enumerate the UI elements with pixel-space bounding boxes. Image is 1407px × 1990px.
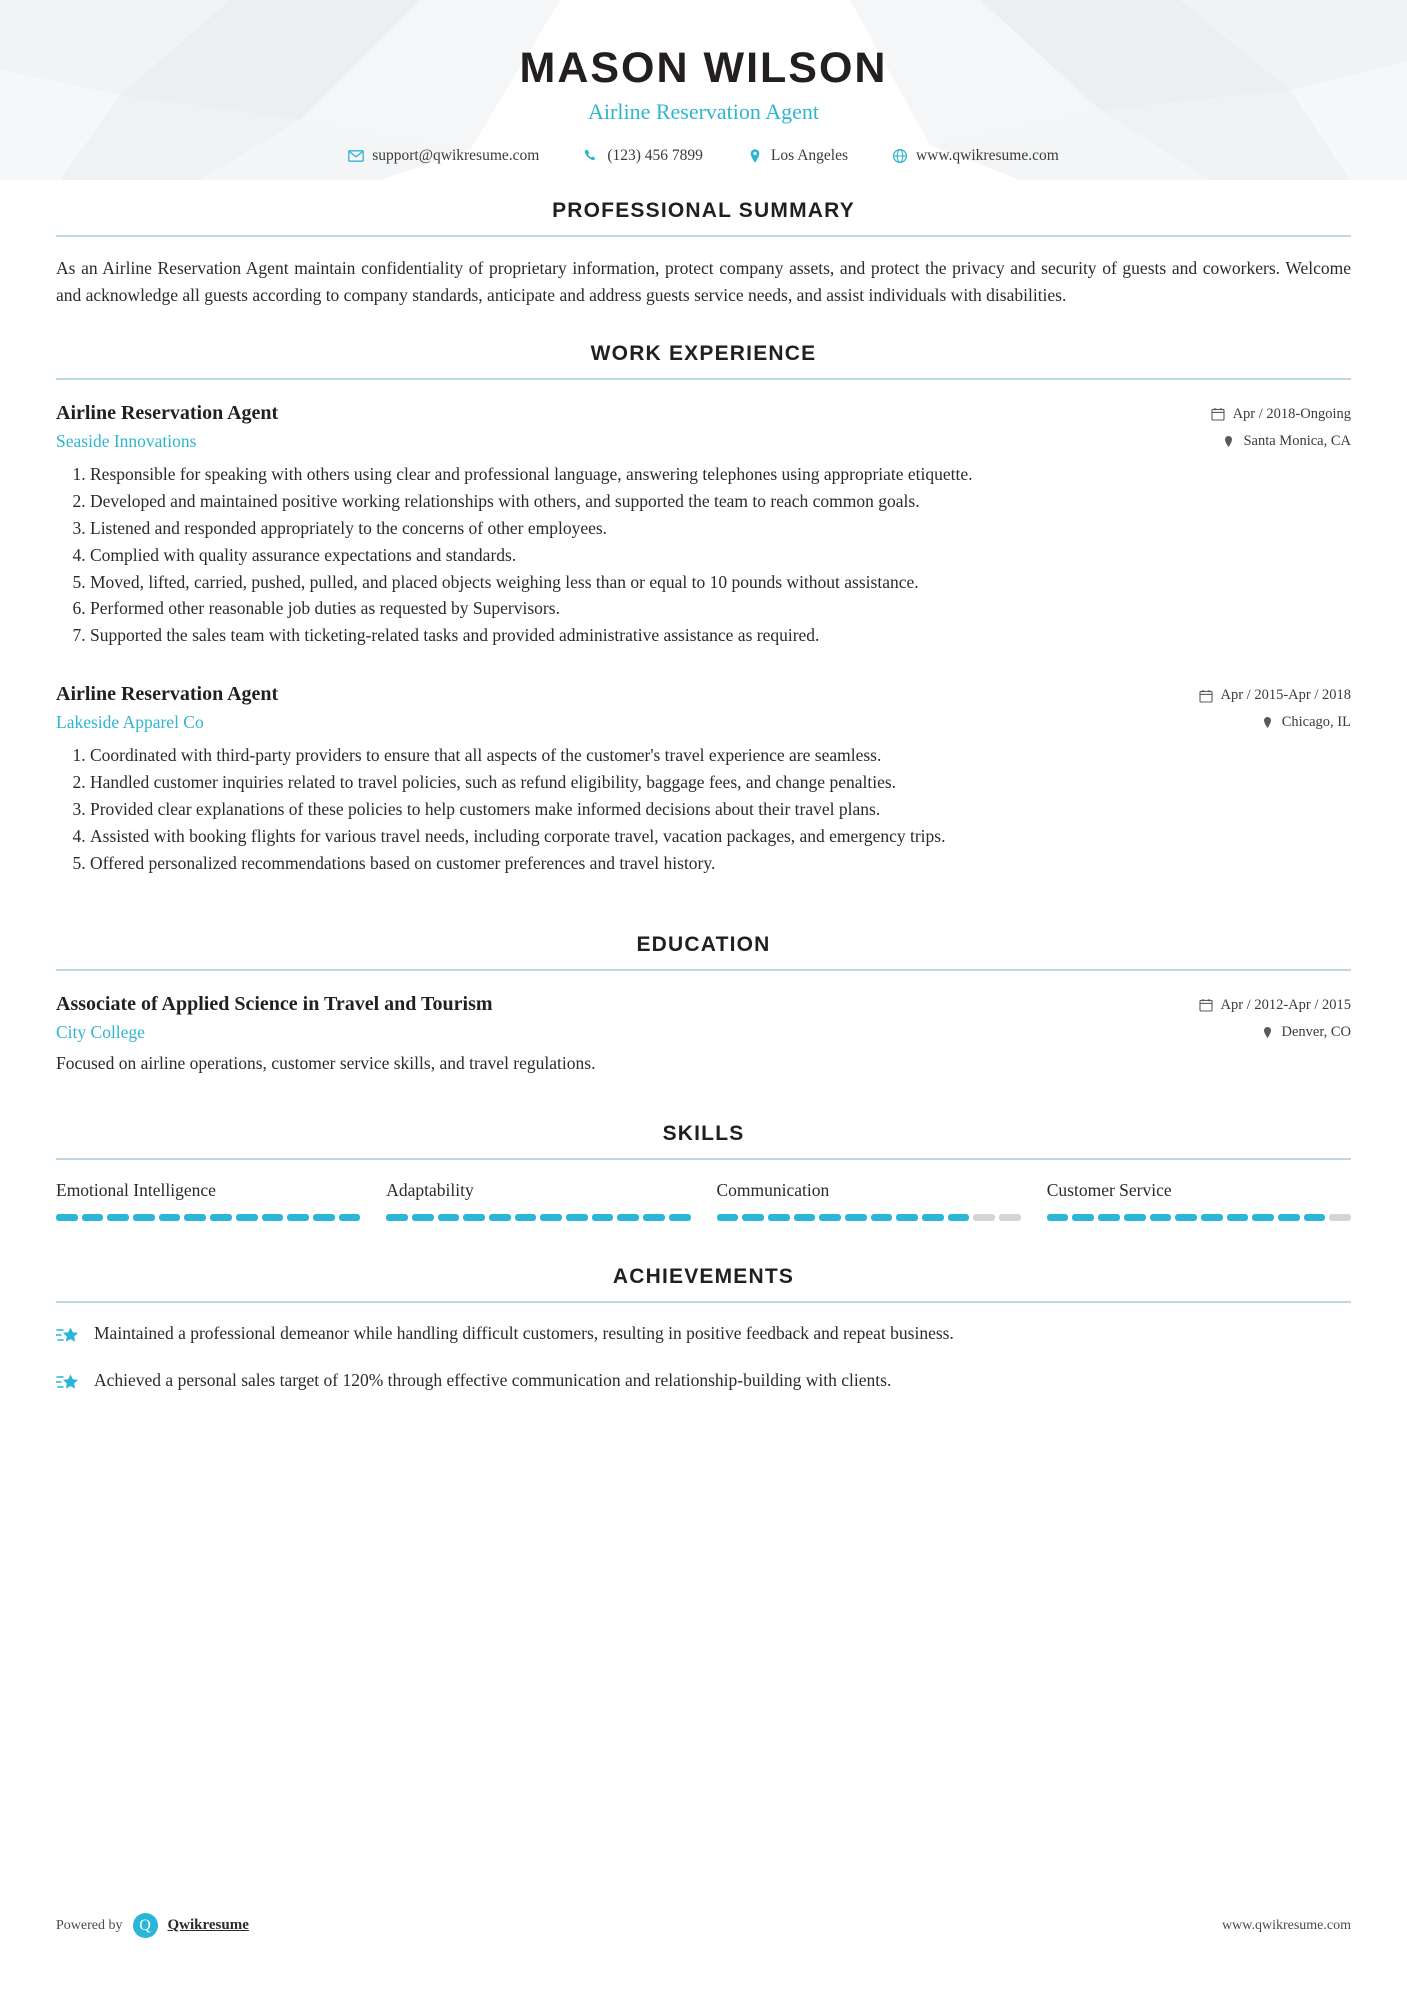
contact-location[interactable] — [747, 147, 848, 165]
skill-segment — [973, 1214, 995, 1221]
skill-segment — [566, 1214, 588, 1221]
skill-segment — [669, 1214, 691, 1221]
education-location-text: Denver, CO — [1281, 1023, 1351, 1040]
calendar-icon — [1199, 689, 1213, 703]
skill-segment — [412, 1214, 434, 1221]
location-pin-icon — [747, 148, 763, 164]
powered-by-label: Powered by — [56, 1917, 123, 1933]
phone-icon — [583, 148, 599, 164]
skill-segment — [999, 1214, 1021, 1221]
skill-segment — [107, 1214, 129, 1221]
work-company: Seaside Innovations — [56, 430, 197, 451]
work-dates-text: Apr / 2018-Ongoing — [1232, 405, 1351, 422]
skill-segment — [489, 1214, 511, 1221]
skill-segment — [768, 1214, 790, 1221]
skill-segment — [819, 1214, 841, 1221]
education-description: Focused on airline operations, customer service skills, and travel regulations. — [56, 1052, 596, 1073]
achievement-text: Maintained a professional demeanor while handling difficult customers, resulting in positive feedback and repeat business. — [94, 1322, 954, 1343]
skill-segment — [1201, 1214, 1223, 1221]
achievements-list — [56, 1323, 1351, 1397]
summary-text: As an Airline Reservation Agent maintain confidentiality of proprietary information, protect company assets, and protect the privacy and security of guests and coworkers. Welcome and acknowledge all guests according to company standards, anticipate and address guests service needs, and assist individuals with disabilities. — [56, 258, 1351, 305]
skill-segment — [236, 1214, 258, 1221]
contact-website[interactable] — [892, 147, 1059, 165]
skill-name: Emotional Intelligence — [56, 1179, 216, 1200]
work-duties-list — [56, 462, 1351, 649]
calendar-icon — [1199, 998, 1213, 1012]
skill-segment — [1098, 1214, 1120, 1221]
skill-segment — [1227, 1214, 1249, 1221]
skill-segment — [1304, 1214, 1326, 1221]
skill-segment — [794, 1214, 816, 1221]
skill-segment — [386, 1214, 408, 1221]
list-item: 7. Supported the sales team with ticketing-related tasks and provided administrative assistance as required. — [90, 623, 1351, 649]
candidate-job-title: Airline Reservation Agent — [588, 99, 819, 125]
candidate-name: MASON WILSON — [519, 44, 888, 92]
education-school: City College — [56, 1021, 145, 1042]
skill-segment — [1278, 1214, 1300, 1221]
skill-level-bar — [386, 1214, 690, 1221]
skill-item — [386, 1180, 716, 1221]
work-dates — [1211, 406, 1351, 423]
skill-segment — [133, 1214, 155, 1221]
skill-level-bar — [717, 1214, 1021, 1221]
skills-grid — [56, 1180, 1351, 1221]
work-entry — [56, 683, 1351, 876]
skill-item — [1047, 1180, 1351, 1221]
skill-segment — [262, 1214, 284, 1221]
location-pin-icon — [1261, 1026, 1274, 1039]
skill-segment — [1150, 1214, 1172, 1221]
location-pin-icon — [1222, 435, 1235, 448]
skill-name: Customer Service — [1046, 1179, 1172, 1200]
skill-segment — [339, 1214, 361, 1221]
contact-email[interactable] — [348, 147, 539, 165]
page-footer — [56, 1913, 1351, 1938]
skill-name: Communication — [716, 1179, 830, 1200]
skill-segment — [922, 1214, 944, 1221]
section-title-education: EDUCATION — [636, 932, 771, 956]
skill-level-bar — [56, 1214, 360, 1221]
section-title-summary: PROFESSIONAL SUMMARY — [552, 199, 855, 223]
list-item: 3. Provided clear explanations of these policies to help customers make informed decisions about their travel plans. — [90, 797, 1351, 823]
section-divider — [56, 235, 1351, 237]
section-divider — [56, 1158, 1351, 1160]
skill-segment — [159, 1214, 181, 1221]
work-location — [1211, 433, 1351, 450]
powered-by-block — [56, 1913, 249, 1938]
work-location-text: Santa Monica, CA — [1243, 432, 1351, 449]
skill-item — [717, 1180, 1047, 1221]
location-pin-icon — [1261, 716, 1274, 729]
star-icon — [56, 1323, 80, 1350]
skill-segment — [210, 1214, 232, 1221]
skill-segment — [515, 1214, 537, 1221]
skill-segment — [592, 1214, 614, 1221]
skill-segment — [1124, 1214, 1146, 1221]
skill-segment — [56, 1214, 78, 1221]
skill-segment — [1047, 1214, 1069, 1221]
work-role: Airline Reservation Agent — [56, 401, 279, 424]
envelope-icon — [348, 148, 364, 164]
education-dates-text: Apr / 2012-Apr / 2015 — [1220, 996, 1351, 1013]
section-divider — [56, 378, 1351, 380]
skill-segment — [845, 1214, 867, 1221]
skill-segment — [1175, 1214, 1197, 1221]
work-company: Lakeside Apparel Co — [56, 712, 204, 733]
section-divider — [56, 1301, 1351, 1303]
skill-segment — [1329, 1214, 1351, 1221]
skill-segment — [717, 1214, 739, 1221]
skill-segment — [463, 1214, 485, 1221]
contact-phone[interactable] — [583, 147, 703, 165]
list-item — [56, 1323, 1351, 1350]
skill-segment — [1252, 1214, 1274, 1221]
list-item: 4. Complied with quality assurance expectations and standards. — [90, 543, 1351, 569]
section-title-skills: SKILLS — [662, 1121, 745, 1145]
list-item: 2. Developed and maintained positive working relationships with others, and supported the team to reach common goals. — [90, 489, 1351, 515]
skill-level-bar — [1047, 1214, 1351, 1221]
skill-segment — [438, 1214, 460, 1221]
skill-segment — [896, 1214, 918, 1221]
list-item: 1. Coordinated with third-party providers to ensure that all aspects of the customer's travel experience are seamless. — [90, 743, 1351, 769]
section-title-work: WORK EXPERIENCE — [590, 341, 817, 365]
skill-segment — [742, 1214, 764, 1221]
work-location-text: Chicago, IL — [1281, 714, 1351, 731]
contact-website-text: www.qwikresume.com — [915, 147, 1059, 165]
work-dates — [1199, 687, 1352, 704]
skill-segment — [540, 1214, 562, 1221]
list-item — [56, 1370, 1351, 1397]
skill-segment — [313, 1214, 335, 1221]
skill-segment — [617, 1214, 639, 1221]
work-role: Airline Reservation Agent — [56, 683, 279, 706]
skill-segment — [184, 1214, 206, 1221]
contact-email-text: support@qwikresume.com — [372, 147, 540, 165]
skill-segment — [82, 1214, 104, 1221]
footer-website[interactable]: www.qwikresume.com — [1222, 1917, 1351, 1933]
qwikresume-logo-icon: Q — [133, 1913, 158, 1938]
education-degree: Associate of Applied Science in Travel and Tourism — [56, 992, 493, 1015]
work-duties-list — [56, 743, 1351, 876]
education-location — [1199, 1024, 1352, 1041]
list-item: 1. Responsible for speaking with others using clear and professional language, answering telephones using appropriate etiquette. — [90, 462, 1351, 488]
globe-icon — [892, 148, 908, 164]
skill-segment — [1072, 1214, 1094, 1221]
skill-segment — [643, 1214, 665, 1221]
contact-row — [56, 147, 1351, 165]
list-item: 2. Handled customer inquiries related to travel policies, such as refund eligibility, baggage fees, and change penalties. — [90, 770, 1351, 796]
section-divider — [56, 969, 1351, 971]
qwikresume-brand-link[interactable]: Qwikresume — [167, 1917, 249, 1933]
contact-location-text: Los Angeles — [770, 147, 848, 165]
list-item: 3. Listened and responded appropriately to the concerns of other employees. — [90, 516, 1351, 542]
star-icon — [56, 1370, 80, 1397]
education-dates — [1199, 997, 1352, 1014]
list-item: 5. Offered personalized recommendations based on customer preferences and travel history. — [90, 851, 1351, 877]
work-entry — [56, 402, 1351, 649]
contact-phone-text: (123) 456 7899 — [607, 147, 703, 165]
skill-name: Adaptability — [386, 1179, 474, 1200]
skill-segment — [871, 1214, 893, 1221]
achievement-text: Achieved a personal sales target of 120% through effective communication and relationship-building with clients. — [94, 1369, 892, 1390]
education-entry — [56, 993, 1351, 1074]
list-item: 6. Performed other reasonable job duties as requested by Supervisors. — [90, 596, 1351, 622]
list-item: 5. Moved, lifted, carried, pushed, pulled, and placed objects weighing less than or equal to 10 pounds without assistance. — [90, 570, 1351, 596]
work-location — [1199, 714, 1352, 731]
work-dates-text: Apr / 2015-Apr / 2018 — [1220, 687, 1351, 704]
calendar-icon — [1211, 407, 1225, 421]
skill-segment — [287, 1214, 309, 1221]
section-title-achievements: ACHIEVEMENTS — [612, 1264, 795, 1288]
skill-segment — [948, 1214, 970, 1221]
list-item: 4. Assisted with booking flights for various travel needs, including corporate travel, vacation packages, and emergency trips. — [90, 824, 1351, 850]
skill-item — [56, 1180, 386, 1221]
